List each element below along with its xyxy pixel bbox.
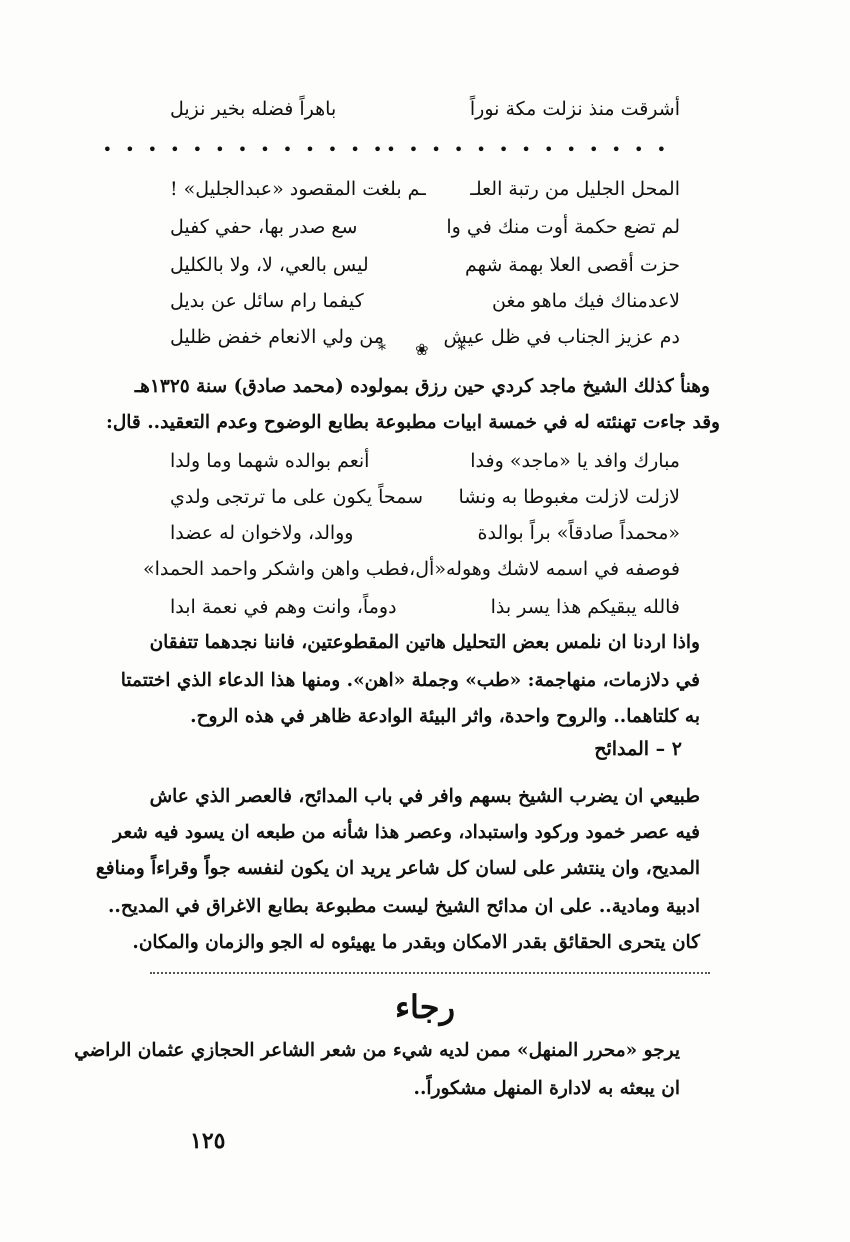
verse-second-hemistich: سع صدر بها، حفي كفيل bbox=[170, 216, 358, 238]
verse-second-hemistich: دوماً، وانت وهم في نعمة ابدا bbox=[170, 596, 397, 618]
paragraph-line: المديح، وان ينتشر على لسان كل شاعر يريد ان يكون لنفسه جواً وقراءاً ومنافع bbox=[95, 858, 700, 879]
poem1-verse bbox=[170, 216, 680, 238]
verse-first-hemistich: مبارك وافد يا «ماجد» وفدا bbox=[470, 450, 680, 472]
paragraph-line: به كلتاهما.. والروح واحدة، واثر البيئة الوادعة ظاهر في هذه الروح. bbox=[190, 706, 700, 727]
verse-second-hemistich: كيفما رام سائل عن بديل bbox=[170, 290, 364, 312]
paragraph-line: في دلازمات، منهاجمة: «طب» وجملة «اهن». ومنها هذا الدعاء الذي اختتمتا bbox=[120, 670, 700, 691]
poem2-verse bbox=[170, 522, 680, 544]
verse-first-hemistich: لازلت لازلت مغبوطا به ونشا bbox=[458, 486, 680, 508]
section-heading: ٢ – المدائح bbox=[594, 738, 682, 760]
poem2-verse bbox=[143, 558, 680, 580]
verse-first-hemistich: لم تضع حكمة أوت منك في وا bbox=[446, 216, 680, 238]
verse-second-hemistich: ـم بلغت المقصود «عبدالجليل» ! bbox=[170, 178, 426, 200]
verse-second-hemistich: «أل،فطب واهن واشكر واحمد الحمدا» bbox=[143, 558, 446, 580]
ornament-stars: * ❀ * bbox=[378, 340, 478, 359]
intro-line: وهنأ كذلك الشيخ ماجد كردي حين رزق بمولوده (محمد صادق) سنة ١٣٢٥هـ bbox=[134, 376, 710, 397]
verse-first-hemistich: «محمداً صادقاً» براً بوالدة bbox=[477, 522, 680, 544]
verse-second-hemistich: باهراً فضله بخير نزيل bbox=[170, 98, 337, 120]
verse-second-hemistich: سمحاً يكون على ما ترتجى ولدي bbox=[170, 486, 424, 508]
notice-line: يرجو «محرر المنهل» ممن لديه شيء من شعر الشاعر الحجازي عثمان الراضي bbox=[74, 1040, 680, 1061]
poem2-verse bbox=[170, 596, 680, 618]
dotted-separator bbox=[150, 972, 710, 974]
verse-first-hemistich: فالله يبقيكم هذا يسر بذا bbox=[490, 596, 680, 618]
paragraph-line: كان يتحرى الحقائق بقدر الامكان وبقدر ما يهيئوه له الجو والزمان والمكان. bbox=[132, 932, 700, 953]
verse-first-hemistich: المحل الجليل من رتبة العلـ bbox=[470, 178, 680, 200]
verse-first-hemistich: لاعدمناك فيك ماهو مغن bbox=[491, 290, 680, 312]
notice-line: ان يبعثه به لادارة المنهل مشكوراً.. bbox=[413, 1078, 680, 1099]
verse-second-hemistich: ليس بالعي، لا، ولا بالكليل bbox=[170, 254, 369, 276]
intro-line: وقد جاءت تهنئته له في خمسة ابيات مطبوعة بطابع الوضوح وعدم التعقيد.. قال: bbox=[106, 412, 720, 433]
poem2-verse bbox=[170, 450, 680, 472]
poem1-verse bbox=[170, 98, 680, 120]
poem2-verse bbox=[170, 486, 680, 508]
verse-second-hemistich: أنعم بوالده شهما وما ولدا bbox=[170, 450, 370, 472]
paragraph-line: فيه عصر خمود وركود واستبداد، وعصر هذا شأنه من طبعه ان يسود فيه شعر bbox=[113, 822, 700, 843]
poem1-verse bbox=[170, 254, 680, 276]
paragraph-line: واذا اردنا ان نلمس بعض التحليل هاتين المقطوعتين، فاننا نجدهما تتفقان bbox=[149, 632, 700, 653]
ellipsis-dots bbox=[102, 140, 670, 159]
poem1-verse bbox=[170, 290, 680, 312]
verse-first-hemistich: حزت أقصى العلا بهمة شهم bbox=[464, 254, 680, 276]
paragraph-line: طبيعي ان يضرب الشيخ بسهم وافر في باب المدائح، فالعصر الذي عاش bbox=[149, 786, 700, 807]
verse-first-hemistich: دم عزيز الجناب في ظل عيش bbox=[443, 326, 680, 348]
verse-second-hemistich: ووالد، ولاخوان له عضدا bbox=[170, 522, 354, 544]
verse-first-hemistich: أشرقت منذ نزلت مكة نوراً bbox=[469, 98, 680, 120]
verse-first-hemistich: فوصفه في اسمه لاشك وهوله bbox=[445, 558, 680, 580]
verse-second-hemistich: من ولي الانعام خفض ظليل bbox=[170, 326, 384, 348]
dots-left: • • • • • • • • • • • • • bbox=[102, 140, 387, 159]
dots-right: • • • • • • • • • • • • • bbox=[386, 140, 670, 159]
poem1-verse bbox=[170, 178, 680, 200]
page-number: ١٢٥ bbox=[190, 1128, 226, 1154]
paragraph-line: ادبية ومادية.. على ان مدائح الشيخ ليست مطبوعة بطابع الاغراق في المديح.. bbox=[107, 896, 700, 917]
notice-title: رجاء bbox=[394, 988, 456, 1026]
